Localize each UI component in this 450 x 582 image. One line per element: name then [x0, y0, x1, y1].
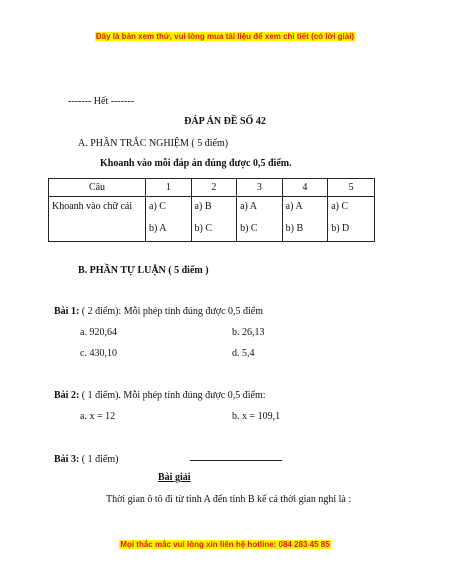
answer-2b: b) C — [194, 223, 213, 234]
bai1-answer-c: c. 430,10 — [80, 348, 117, 359]
section-b-heading: B. PHẦN TỰ LUẬN ( 5 điểm ) — [78, 265, 209, 276]
header-cell-question: Câu — [49, 179, 146, 197]
bai1-answer-b: b. 26,13 — [232, 327, 265, 338]
answer-3a: a) A — [240, 201, 258, 212]
answer-cell-4 — [282, 197, 328, 242]
bai3-text: ( 1 điểm) — [79, 454, 119, 465]
solution-line: Thời gian ô tô đi từ tỉnh A đến tỉnh B kể cả thời gian nghỉ là : — [106, 494, 352, 505]
answer-table — [48, 178, 375, 242]
solution-heading: Bài giải — [158, 472, 191, 483]
row-label-cell — [49, 197, 146, 242]
preview-notice-banner — [0, 26, 450, 44]
answer-3b: b) C — [240, 223, 258, 234]
bai1-answer-a: a. 920,64 — [80, 327, 117, 338]
answer-cell-2 — [191, 197, 237, 242]
bai3-label: Bài 3: — [54, 454, 80, 465]
answer-2a: a) B — [194, 201, 212, 212]
answer-1b: b) A — [149, 223, 167, 234]
end-marker: ------- Hết ------- — [68, 96, 135, 107]
answer-cell-5 — [328, 197, 375, 242]
answer-title: ĐÁP ÁN ĐỀ SỐ 42 — [184, 116, 266, 127]
bai1-answer-d: d. 5,4 — [232, 348, 255, 359]
bai2-answer-b: b. x = 109,1 — [232, 411, 281, 422]
bai3-line — [54, 454, 118, 465]
answer-5a: a) C — [331, 201, 349, 212]
answer-4a: a) A — [285, 201, 303, 212]
preview-notice-text: Đây là bản xem thử, vui lòng mua tài liệu để xem chi tiết (có lời giải) — [95, 32, 355, 41]
bai2-text: ( 1 điểm). Mỗi phép tính đúng được 0,5 điểm: — [79, 390, 266, 401]
answer-cell-3 — [237, 197, 283, 242]
bai1-label: Bài 1: — [54, 306, 80, 317]
answer-5b: b) D — [331, 223, 350, 234]
bai2-line — [54, 390, 266, 401]
header-cell-5: 5 — [328, 179, 375, 197]
bai1-text: ( 2 điểm): Mỗi phép tính đúng được 0,5 điểm — [79, 306, 264, 317]
header-cell-4: 4 — [282, 179, 328, 197]
hotline-banner — [0, 534, 450, 552]
bai1-line — [54, 306, 263, 317]
row-label: Khoanh vào chữ cái — [52, 201, 133, 212]
section-a-instruction: Khoanh vào mỗi đáp án đúng được 0,5 điểm. — [100, 158, 292, 169]
header-cell-2: 2 — [191, 179, 237, 197]
section-a-heading: A. PHẦN TRẮC NGHIỆM ( 5 điểm) — [78, 138, 229, 149]
bai2-answer-a: a. x = 12 — [80, 411, 116, 422]
answer-table-row — [49, 197, 375, 242]
bai2-label: Bài 2: — [54, 390, 80, 401]
hotline-text: Mọi thắc mắc vui lòng xin liên hệ hotline: 084 283 45 85 — [120, 540, 330, 549]
answer-cell-1 — [146, 197, 192, 242]
answer-table-header-row — [49, 179, 375, 197]
header-cell-3: 3 — [237, 179, 283, 197]
answer-1a: a) C — [149, 201, 166, 212]
header-cell-1: 1 — [146, 179, 192, 197]
blank-line — [190, 460, 282, 461]
answer-4b: b) B — [285, 223, 304, 234]
